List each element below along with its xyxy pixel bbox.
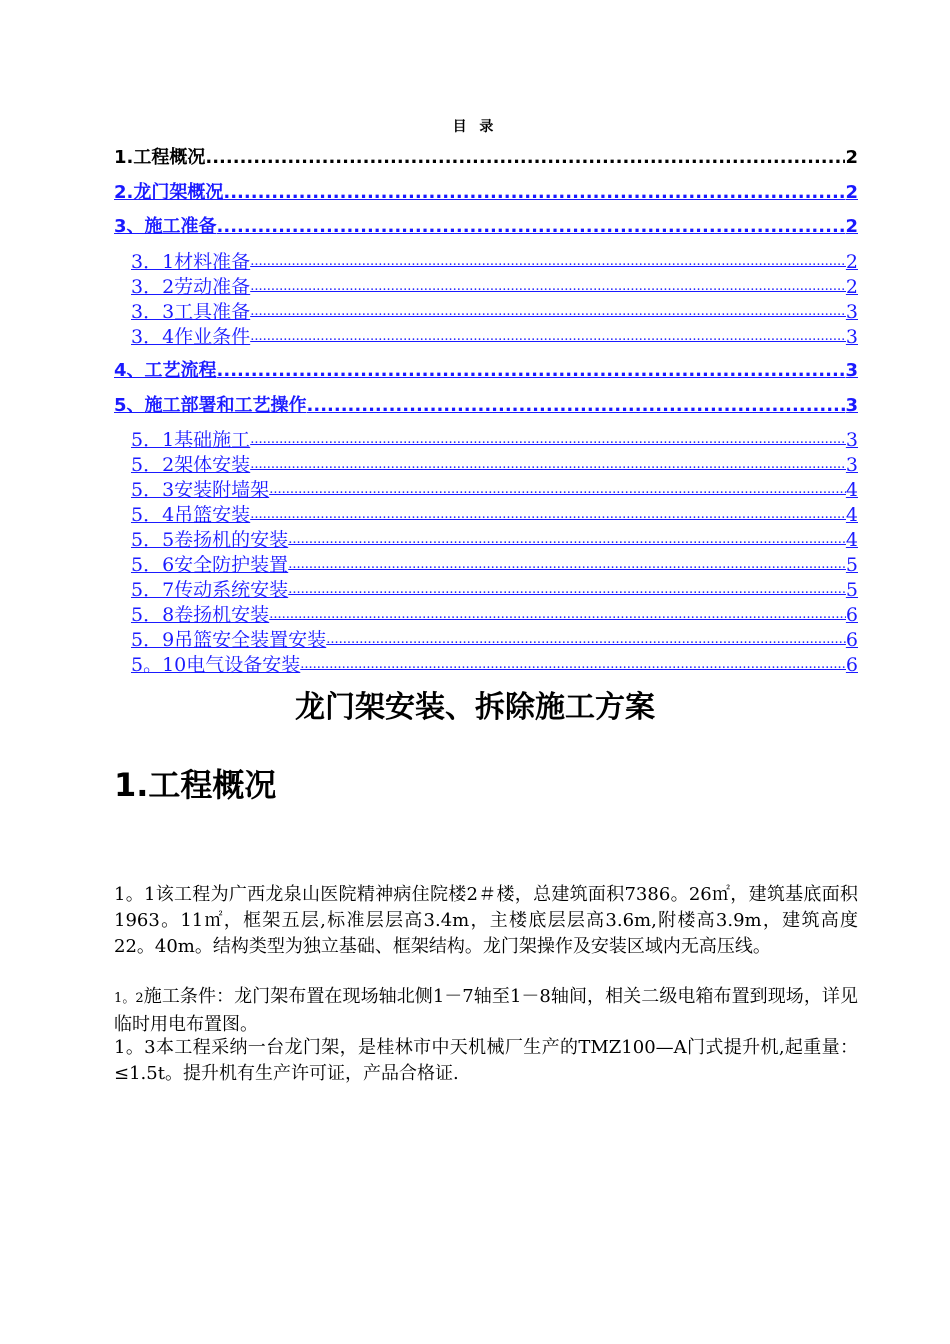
section-heading: 1.工程概况 (114, 766, 277, 804)
toc-leader-dots (288, 578, 846, 602)
toc-leader-dots (300, 653, 846, 677)
toc-subentry-label: 5．3安装附墙架 (131, 479, 270, 501)
toc-subentry-5-9[interactable] (131, 628, 858, 652)
toc-entry-page: 2 (845, 216, 858, 237)
toc-subentry-page: 5 (845, 554, 858, 576)
toc-subentry-3-1[interactable] (131, 250, 858, 274)
toc-entry-label: 1.工程概况 (114, 147, 206, 168)
toc-subentry-page: 5 (845, 579, 858, 601)
toc-entry-page: 3 (845, 395, 858, 416)
toc-subentry-5-6[interactable] (131, 553, 858, 577)
toc-subentry-label: 5．6安全防护装置 (131, 554, 289, 576)
toc-subentry-page: 3 (845, 301, 858, 323)
toc-entry-label: 3、施工准备 (114, 216, 217, 237)
toc-subentry-page: 4 (845, 504, 858, 526)
toc-subentry-label: 5．7传动系统安装 (131, 579, 289, 601)
toc-entry-label: 5、施工部署和工艺操作 (114, 395, 307, 416)
toc-subentry-5-4[interactable] (131, 503, 858, 527)
paragraph-1-1: 1。1该工程为广西龙泉山医院精神病住院楼2＃楼，总建筑面积7386。26㎡，建筑基底面积1963。11㎡，框架五层,标准层层高3.4m，主楼底层层高3.6m,附楼高3.9m，建筑高度22。40m。结构类型为独立基础、框架结构。龙门架操作及安装区域内无高压线。 (114, 884, 858, 957)
toc-subentry-5-5[interactable] (131, 528, 858, 552)
toc-leader-dots (217, 215, 846, 239)
toc-leader-dots (288, 553, 846, 577)
toc-entry-1[interactable] (114, 146, 858, 170)
toc-leader-dots (217, 359, 846, 383)
toc-subentry-page: 2 (845, 276, 858, 298)
toc-leader-dots (250, 453, 846, 477)
toc-subentry-5-3[interactable] (131, 478, 858, 502)
toc-subentry-label: 5．4吊篮安装 (131, 504, 251, 526)
toc-subentry-5-7[interactable] (131, 578, 858, 602)
toc-entry-4[interactable] (114, 359, 858, 383)
toc-subentry-label: 5．8卷扬机安装 (131, 604, 270, 626)
toc-subentry-5-8[interactable] (131, 603, 858, 627)
toc-subentry-page: 4 (845, 479, 858, 501)
toc-subentry-label: 5．9吊篮安全装置安装 (131, 629, 327, 651)
toc-subentry-page: 6 (845, 654, 858, 676)
paragraph-1-2 (114, 984, 858, 1038)
toc-leader-dots (250, 275, 846, 299)
toc-entry-page: 2 (845, 147, 858, 168)
toc-subentry-label: 3．1材料准备 (131, 251, 251, 273)
toc-leader-dots (288, 528, 846, 552)
toc-leader-dots (269, 603, 846, 627)
toc-subentry-page: 4 (845, 529, 858, 551)
toc-subentry-page: 3 (845, 326, 858, 348)
toc-subentry-3-3[interactable] (131, 300, 858, 324)
toc-subentry-page: 3 (845, 454, 858, 476)
paragraph-number: 1。2 (114, 991, 144, 1006)
toc-entry-2[interactable] (114, 181, 858, 205)
toc-subentry-5-2[interactable] (131, 453, 858, 477)
toc-leader-dots (250, 503, 846, 527)
toc-entry-label: 2.龙门架概况 (114, 182, 224, 203)
toc-leader-dots (326, 628, 846, 652)
toc-subentry-label: 5．1基础施工 (131, 429, 251, 451)
toc-subentry-label: 3．2劳动准备 (131, 276, 251, 298)
toc-subentry-page: 6 (845, 629, 858, 651)
toc-entry-label: 4、工艺流程 (114, 360, 217, 381)
toc-subentry-3-4[interactable] (131, 325, 858, 349)
toc-leader-dots (205, 146, 845, 170)
document-title: 龙门架安装、拆除施工方案 (295, 690, 655, 725)
toc-subentry-3-2[interactable] (131, 275, 858, 299)
toc-subentry-page: 2 (845, 251, 858, 273)
toc-subentry-label: 3．3工具准备 (131, 301, 251, 323)
toc-leader-dots (269, 478, 846, 502)
toc-subentry-5-10[interactable] (131, 653, 858, 677)
toc-leader-dots (250, 325, 846, 349)
toc-subentry-label: 5．2架体安装 (131, 454, 251, 476)
toc-leader-dots (250, 300, 846, 324)
toc-leader-dots (250, 250, 846, 274)
toc-entry-5[interactable] (114, 394, 858, 418)
toc-subentry-5-1[interactable] (131, 428, 858, 452)
toc-subentry-label: 5。10电气设备安装 (131, 654, 301, 676)
toc-leader-dots (307, 394, 846, 418)
toc-subentry-label: 5．5卷扬机的安装 (131, 529, 289, 551)
paragraph-text: 施工条件：龙门架布置在现场轴北侧1－7轴至1－8轴间，相关二级电箱布置到现场，详见临时用电布置图。 (114, 986, 858, 1035)
toc-subentry-label: 3．4作业条件 (131, 326, 251, 348)
toc-subentry-page: 3 (845, 429, 858, 451)
toc-heading: 目 录 (452, 119, 498, 135)
toc-leader-dots (223, 181, 845, 205)
toc-leader-dots (250, 428, 846, 452)
toc-entry-page: 3 (845, 360, 858, 381)
toc-entry-page: 2 (845, 182, 858, 203)
toc-entry-3[interactable] (114, 215, 858, 239)
toc-subentry-page: 6 (845, 604, 858, 626)
paragraph-1-3: 1。3本工程采纳一台龙门架，是桂林市中天机械厂生产的TMZ100—A门式提升机,起重量：≤1.5t。提升机有生产许可证，产品合格证. (114, 1037, 858, 1084)
